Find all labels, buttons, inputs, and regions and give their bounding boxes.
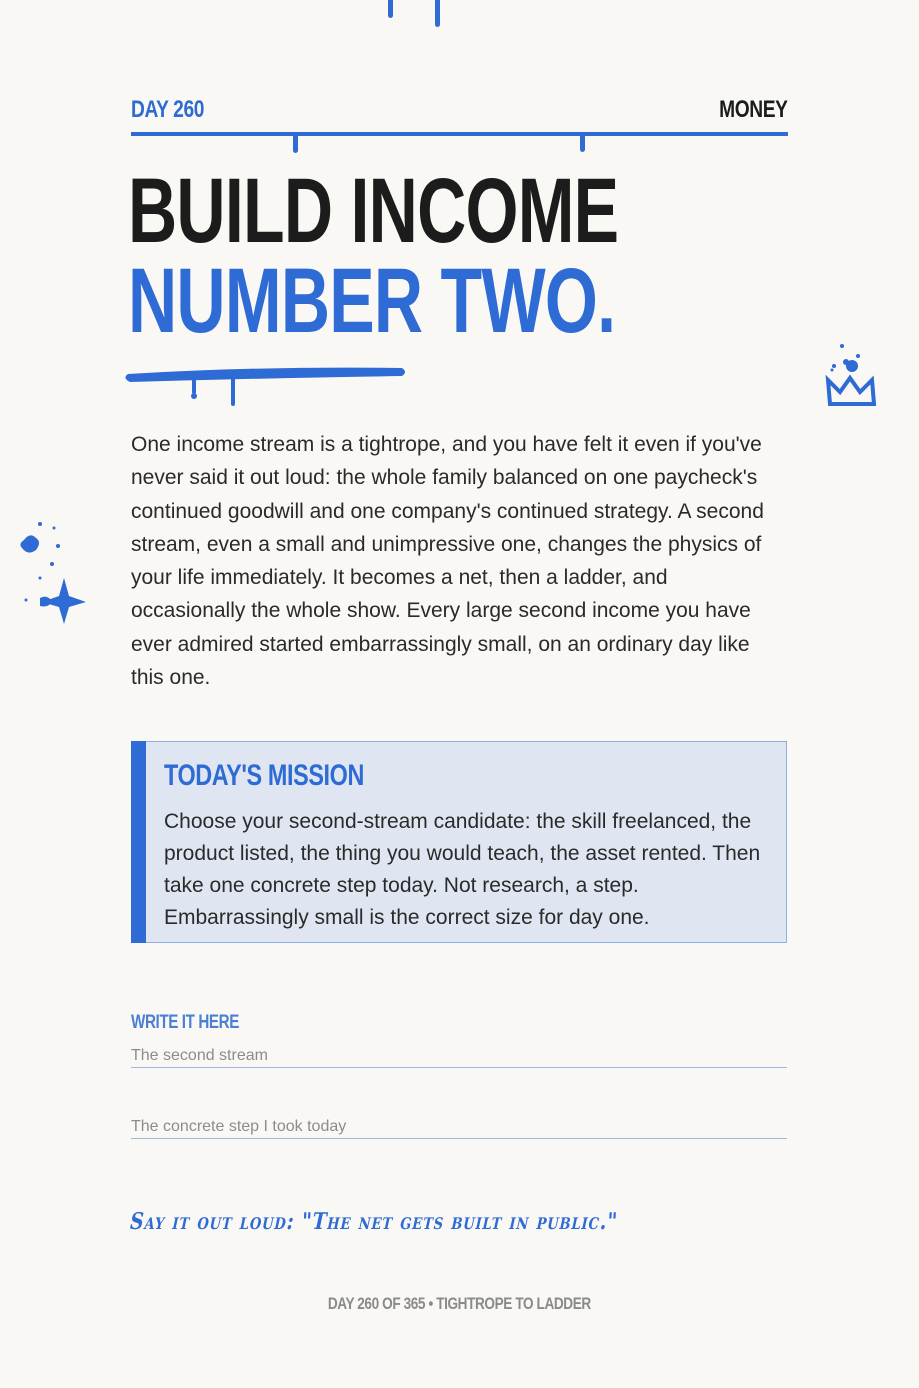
second-stream-field[interactable] — [131, 1045, 787, 1068]
top-paint-drip-icon — [435, 0, 440, 27]
intro-paragraph: One income stream is a tightrope, and you have felt it even if you've never said it out loud: the whole family balanced on one paycheck's continued goodwill and one company's continued strategy. A second stream, even a small and unimpressive one, changes the physics of your life immediately. It becomes a net, then a ladder, and occasionally the whole show. Every large second income you have ever admired started embarrassingly small, on an ordinary day like this one. — [131, 433, 764, 690]
footer-text: DAY 260 OF 365 • TIGHTROPE TO LADDER — [328, 1294, 591, 1313]
rule-paint-drip-icon — [580, 134, 585, 152]
headline-line-2: NUMBER TWO. — [128, 250, 616, 352]
headline-line-1: BUILD INCOME — [128, 160, 619, 262]
mission-title: TODAY'S MISSION — [164, 759, 364, 792]
footer — [0, 1294, 919, 1314]
mission-accent-bar — [131, 741, 146, 943]
day-label: DAY 260 — [131, 96, 204, 123]
write-it-here-label: WRITE IT HERE — [131, 1012, 239, 1033]
header-rule — [131, 132, 788, 136]
sparkle-star-icon — [42, 578, 86, 624]
second-stream-placeholder: The second stream — [131, 1047, 268, 1064]
crown-icon — [822, 340, 882, 410]
brush-underline-icon — [120, 358, 412, 410]
top-paint-drip-icon — [388, 0, 393, 18]
paint-splatter-icon — [14, 516, 94, 628]
concrete-step-placeholder: The concrete step I took today — [131, 1118, 347, 1135]
mission-text: Choose your second-stream candidate: the skill freelanced, the product listed, the thing you would teach, the asset rented. Then take one concrete step today. Not research, a step. Embarrassingly small is the correct size for day one. — [164, 810, 761, 929]
affirmation: Say it out loud: "The net gets built in public." — [129, 1208, 619, 1235]
category-label: MONEY — [719, 96, 788, 123]
rule-paint-drip-icon — [293, 134, 298, 153]
concrete-step-field[interactable] — [131, 1116, 787, 1139]
